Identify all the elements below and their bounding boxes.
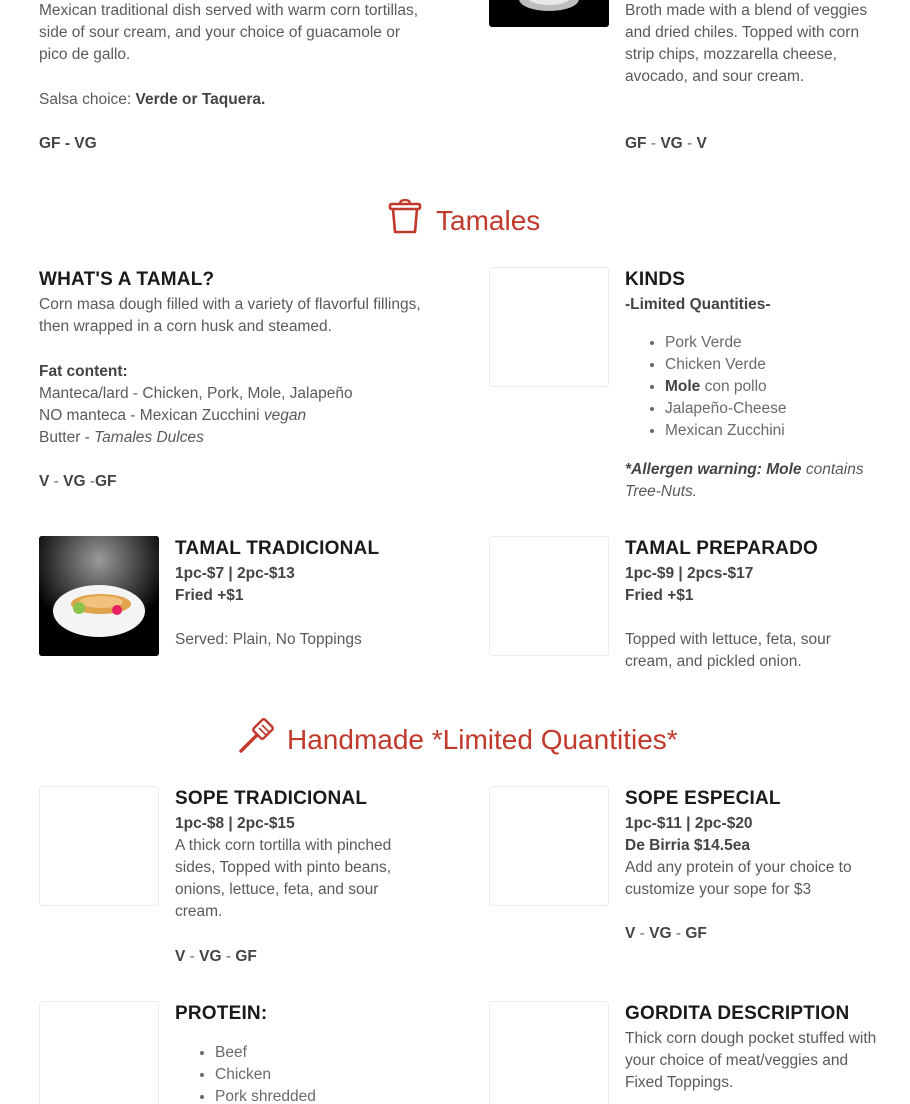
sope-especial-image bbox=[489, 786, 609, 906]
fat-line-butter: Butter - Tamales Dulces bbox=[39, 429, 204, 446]
list-item: • Pork shredded bbox=[215, 1086, 316, 1104]
dietary-tags: GF - VG - V bbox=[625, 135, 707, 152]
tamal-preparado-image bbox=[489, 536, 609, 656]
list-item: • Mole con pollo bbox=[665, 376, 787, 398]
list-item: • Pork Verde bbox=[665, 332, 787, 354]
list-item: • Mexican Zucchini bbox=[665, 420, 787, 442]
dietary-tags: V - VG -GF bbox=[39, 473, 117, 490]
sope-tradicional-description: A thick corn tortilla with pinched sides, Topped with pinto beans, onions, lettuce, feta, and sour cream. bbox=[175, 837, 392, 920]
fat-line-lard: Manteca/lard - Chicken, Pork, Mole, Jalapeño bbox=[39, 385, 353, 402]
tamal-tradicional-price: 1pc-$7 | 2pc-$13 bbox=[175, 565, 295, 582]
fat-content-label: Fat content: bbox=[39, 363, 128, 380]
kinds-list bbox=[625, 332, 787, 442]
dish-description: Mexican traditional dish served with warm corn tortillas, side of sour cream, and your choice of guacamole or pico de gallo. bbox=[39, 2, 419, 63]
protein-image bbox=[39, 1001, 159, 1104]
tamal-tradicional-served: Served: Plain, No Toppings bbox=[175, 631, 362, 648]
tamal-preparado-fried: Fried +$1 bbox=[625, 587, 694, 604]
dietary-tags: V - VG - GF bbox=[625, 925, 707, 942]
fat-line-no-manteca: NO manteca - Mexican Zucchini vegan bbox=[39, 407, 307, 424]
kinds-image bbox=[489, 267, 609, 387]
list-item: • Beef bbox=[215, 1042, 316, 1064]
sope-especial-heading: SOPE ESPECIAL bbox=[625, 788, 781, 809]
protein-list bbox=[175, 1042, 316, 1104]
gordita-heading: GORDITA DESCRIPTION bbox=[625, 1003, 850, 1024]
sope-especial-birria: De Birria $14.5ea bbox=[625, 837, 750, 854]
tamal-preparado-description: Topped with lettuce, feta, sour cream, and pickled onion. bbox=[625, 631, 831, 670]
gordita-description: Thick corn dough pocket stuffed with your choice of meat/veggies and Fixed Toppings. bbox=[625, 1030, 877, 1091]
tamal-tradicional-image bbox=[39, 536, 159, 656]
spatula-icon bbox=[237, 717, 275, 763]
kinds-heading: KINDS bbox=[625, 269, 686, 290]
soup-image bbox=[489, 0, 609, 27]
list-item: • Chicken Verde bbox=[665, 354, 787, 376]
tamal-tradicional-heading: TAMAL TRADICIONAL bbox=[175, 538, 380, 559]
section-title-text: Tamales bbox=[436, 205, 541, 236]
tamal-preparado-heading: TAMAL PREPARADO bbox=[625, 538, 818, 559]
kinds-subheading: -Limited Quantities- bbox=[625, 296, 771, 313]
dietary-tags: V - VG - GF bbox=[175, 948, 257, 965]
sope-tradicional-image bbox=[39, 786, 159, 906]
dietary-tags: GF - VG bbox=[39, 135, 97, 152]
whats-a-tamal-heading: WHAT'S A TAMAL? bbox=[39, 269, 215, 290]
list-item: • Chicken bbox=[215, 1064, 316, 1086]
tamal-preparado-price: 1pc-$9 | 2pcs-$17 bbox=[625, 565, 754, 582]
sope-tradicional-price: 1pc-$8 | 2pc-$15 bbox=[175, 815, 295, 832]
list-item: • Jalapeño-Cheese bbox=[665, 398, 787, 420]
sope-especial-price: 1pc-$11 | 2pc-$20 bbox=[625, 815, 753, 832]
section-title-handmade bbox=[237, 717, 678, 763]
sope-tradicional-heading: SOPE TRADICIONAL bbox=[175, 788, 368, 809]
pot-icon bbox=[386, 198, 424, 244]
protein-heading: PROTEIN: bbox=[175, 1003, 268, 1024]
tamal-description: Corn masa dough filled with a variety of flavorful fillings, then wrapped in a corn husk and steamed. bbox=[39, 296, 421, 335]
soup-description: Broth made with a blend of veggies and dried chiles. Topped with corn strip chips, mozzarella cheese, avocado, and sour cream. bbox=[625, 2, 868, 85]
section-title-text: Handmade *Limited Quantities* bbox=[287, 724, 678, 755]
tamal-tradicional-fried: Fried +$1 bbox=[175, 587, 244, 604]
gordita-image bbox=[489, 1001, 609, 1104]
sope-especial-description: Add any protein of your choice to customize your sope for $3 bbox=[625, 859, 852, 898]
allergen-warning: *Allergen warning: Mole contains Tree-Nuts. bbox=[625, 461, 864, 500]
section-title-tamales bbox=[386, 198, 540, 244]
salsa-choice: Salsa choice: Verde or Taquera. bbox=[39, 91, 266, 108]
